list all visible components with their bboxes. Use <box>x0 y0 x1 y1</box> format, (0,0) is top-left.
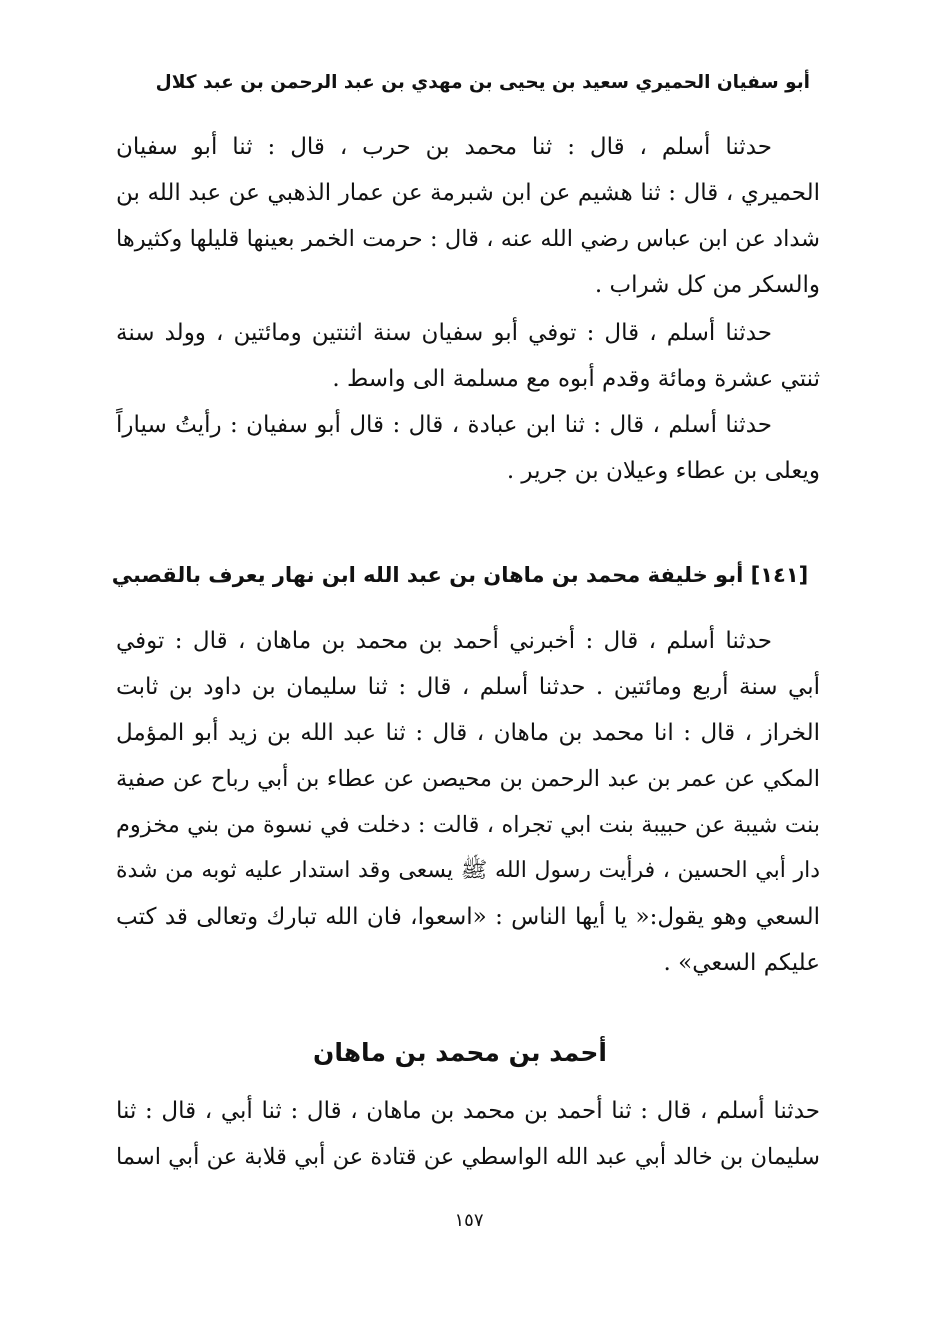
section-heading-ahmad: أحمد بن محمد بن ماهان <box>313 1038 607 1067</box>
text-line: المكي عن عمر بن عبد الرحمن بن محيصن عن عطاء بن أبي رباح عن صفية <box>116 766 820 792</box>
text-line: حدثنا أسلم ، قال : أخبرني أحمد بن محمد بن ماهان ، قال : توفي <box>116 628 772 654</box>
text-line: ويعلى بن عطاء وعيلان بن جرير . <box>506 458 820 484</box>
paragraph <box>116 310 820 402</box>
text-line: ثنتي عشرة ومائة وقدم أبوه مع مسلمة الى واسط . <box>332 366 820 392</box>
paragraph <box>116 618 820 986</box>
section-heading-abu-sufyan: أبو سفيان الحميري سعيد بن يحيى بن مهدي بن عبد الرحمن بن عبد كلال <box>155 72 810 93</box>
text-line: الخراز ، قال : انا محمد بن ماهان ، قال : ثنا عبد الله بن زيد أبو المؤمل <box>116 720 820 746</box>
text-line: بنت شيبة عن حبيبة بنت ابي تجراه ، قالت : دخلت في نسوة من بني مخزوم <box>116 812 820 838</box>
page-number: ١٥٧ <box>454 1210 484 1231</box>
text-line: سليمان بن خالد أبي عبد الله الواسطي عن قتادة عن أبي قلابة عن أبي اسما <box>116 1144 820 1170</box>
text-line: شداد عن ابن عباس رضي الله عنه ، قال : حرمت الخمر بعينها قليلها وكثيرها <box>116 226 820 252</box>
text-line: عليكم السعي» . <box>663 950 820 976</box>
paragraph <box>116 402 820 494</box>
text-line: حدثنا أسلم ، قال : ثنا ابن عبادة ، قال : قال أبو سفيان : رأيتُ سياراً <box>116 412 772 438</box>
section-heading-abu-khalifa: [١٤١] أبو خليفة محمد بن ماهان بن عبد الله ابن نهار يعرف بالقصبي <box>111 563 809 587</box>
text-line: الحميري ، قال : ثنا هشيم عن ابن شبرمة عن عمار الذهبي عن عبد الله بن <box>116 180 820 206</box>
text-line: والسكر من كل شراب . <box>594 272 820 298</box>
text-line: حدثنا أسلم ، قال : توفي أبو سفيان سنة اثنتين ومائتين ، وولد سنة <box>116 320 772 346</box>
paragraph <box>116 1088 820 1180</box>
paragraph <box>116 124 820 308</box>
text-line: السعي وهو يقول:« يا أيها الناس : «اسعوا، فان الله تبارك وتعالى قد كتب <box>116 904 820 930</box>
text-line: حدثنا أسلم ، قال : ثنا أحمد بن محمد بن ماهان ، قال : ثنا أبي ، قال : ثنا <box>116 1098 820 1124</box>
text-line: أبي سنة أربع ومائتين . حدثنا أسلم ، قال : ثنا سليمان بن داود بن ثابت <box>116 674 820 700</box>
text-line: حدثنا أسلم ، قال : ثنا محمد بن حرب ، قال : ثنا أبو سفيان <box>116 134 772 160</box>
text-line: دار أبي الحسين ، فرأيت رسول الله ﷺ يسعى وقد استدار عليه ثوبه من شدة <box>116 858 820 883</box>
